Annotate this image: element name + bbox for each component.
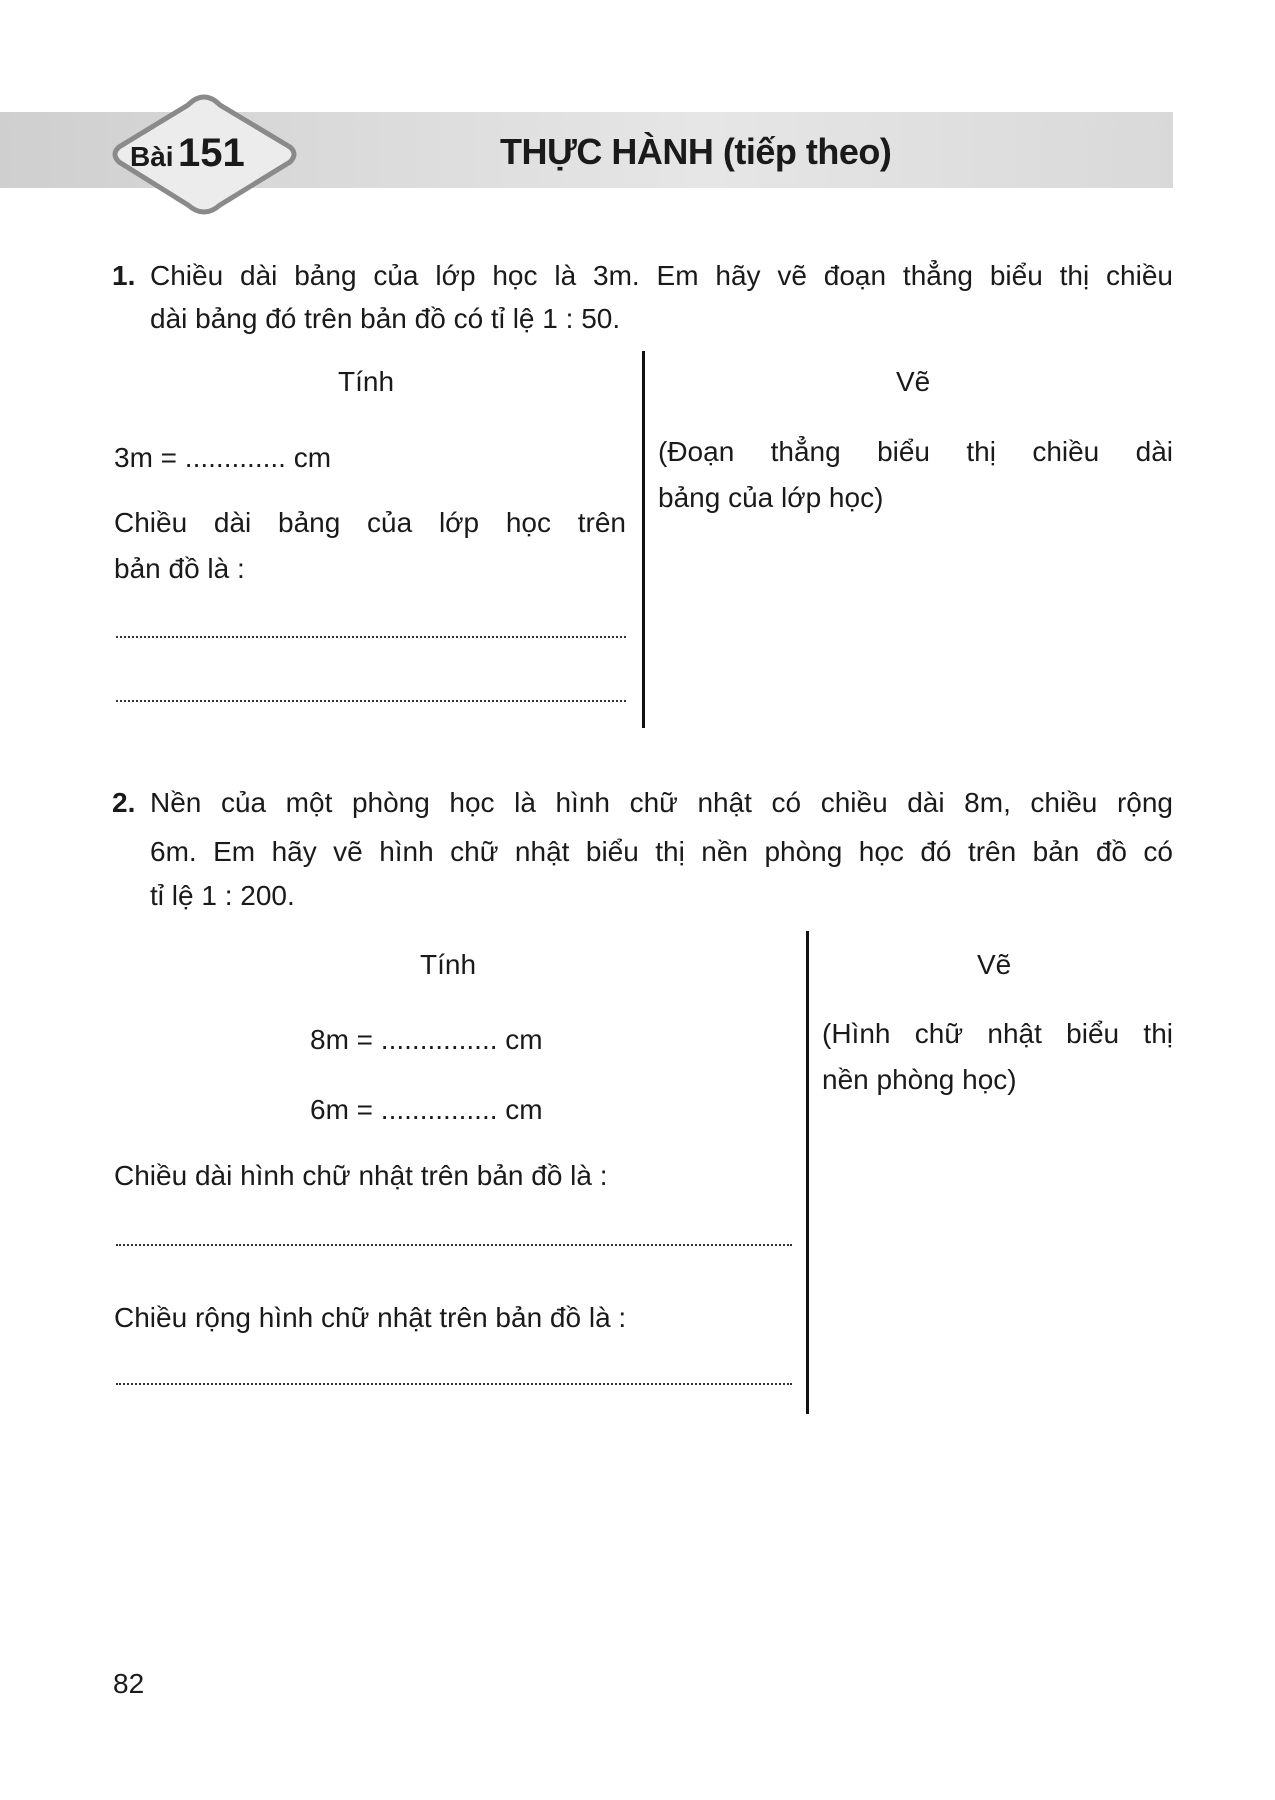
q1-text-line2: dài bảng đó trên bản đồ có tỉ lệ 1 : 50. <box>150 303 621 334</box>
q1-text-line1: Chiều dài bảng của lớp học là 3m. Em hãy vẽ đoạn thẳng biểu thị chiều <box>150 260 1173 291</box>
lesson-title: THỰC HÀNH (tiếp theo) <box>500 131 892 172</box>
q1-calc-heading: Tính <box>338 366 395 397</box>
q1-answer-line-2[interactable] <box>116 700 626 702</box>
q2-draw-heading: Vẽ <box>977 949 1012 980</box>
page-number: 82 <box>113 1668 145 1699</box>
q2-ask-width: Chiều rộng hình chữ nhật trên bản đồ là : <box>114 1302 627 1333</box>
q1-divider <box>642 351 645 728</box>
lesson-number: 151 <box>178 131 245 175</box>
q2-draw-note-line1: (Hình chữ nhật biểu thị <box>822 1018 1173 1049</box>
q1-conversion: 3m = ............. cm <box>114 442 332 473</box>
q2-conversion-width: 6m = ............... cm <box>310 1094 543 1125</box>
q2-width-answer-line[interactable] <box>116 1383 792 1385</box>
q2-ask-length: Chiều dài hình chữ nhật trên bản đồ là : <box>114 1160 608 1191</box>
q2-number: 2. <box>112 787 136 818</box>
q1-draw-note-line1: (Đoạn thẳng biểu thị chiều dài <box>658 436 1173 467</box>
q2-text-line1: Nền của một phòng học là hình chữ nhật có chiều dài 8m, chiều rộng <box>150 787 1173 818</box>
q1-ask-line2: bản đồ là : <box>114 553 245 584</box>
q1-draw-heading: Vẽ <box>896 366 931 397</box>
q2-divider <box>806 931 809 1414</box>
q2-length-answer-line[interactable] <box>116 1244 792 1246</box>
q1-ask-line1: Chiều dài bảng của lớp học trên <box>114 507 626 538</box>
q2-text-line3: tỉ lệ 1 : 200. <box>150 880 295 911</box>
q2-calc-heading: Tính <box>420 949 477 980</box>
q2-draw-note-line2: nền phòng học) <box>822 1064 1017 1095</box>
lesson-badge-text <box>130 131 245 176</box>
q1-draw-note-line2: bảng của lớp học) <box>658 482 884 513</box>
q1-number: 1. <box>112 260 136 291</box>
lesson-label: Bài <box>130 141 174 172</box>
q2-conversion-length: 8m = ............... cm <box>310 1024 543 1055</box>
q2-text-line2: 6m. Em hãy vẽ hình chữ nhật biểu thị nền phòng học đó trên bản đồ có <box>150 836 1173 867</box>
q1-answer-line-1[interactable] <box>116 636 626 638</box>
